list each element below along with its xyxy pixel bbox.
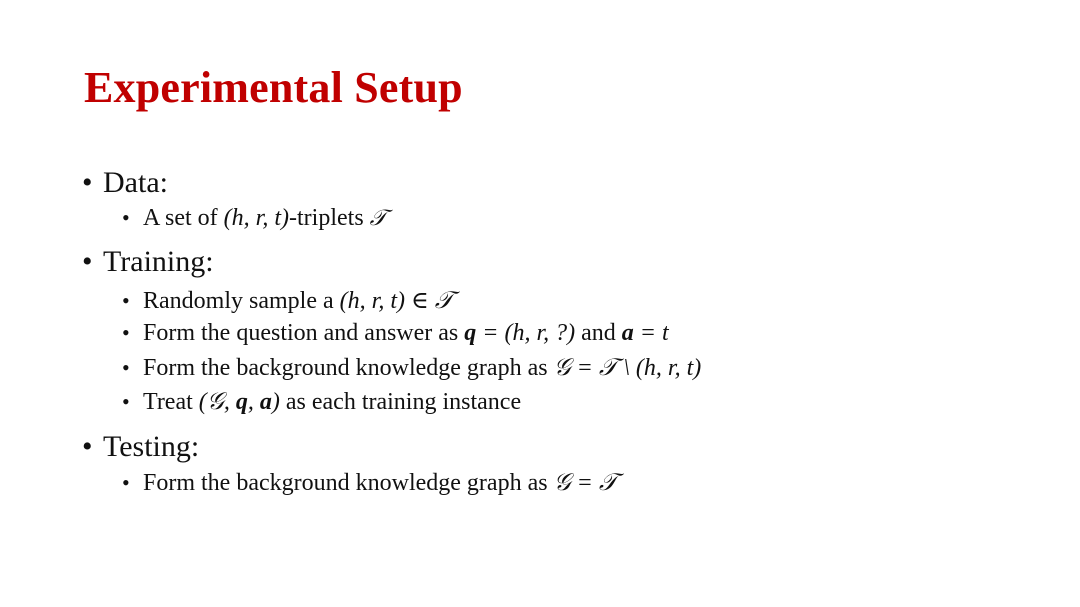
section-heading-label: Testing: [103, 430, 200, 463]
section-heading-label: Data: [103, 166, 168, 199]
section-heading-testing [82, 430, 199, 464]
list-item [122, 320, 669, 347]
math-separator: , [247, 389, 260, 415]
bullet-icon: • [82, 166, 93, 199]
item-text: Form the background knowledge graph as [143, 355, 554, 381]
math-triplet-set: 𝒯 [369, 206, 387, 231]
math-triplet: (h, r, t) [223, 205, 290, 231]
list-item [122, 470, 617, 497]
bullet-icon: • [122, 320, 130, 345]
item-text: A set of [143, 205, 224, 231]
slide-title: Experimental Setup [84, 63, 463, 112]
math-answer-symbol: a [259, 389, 272, 415]
section-heading-data [82, 166, 168, 200]
bullet-icon: • [122, 288, 130, 313]
item-text: and [581, 320, 622, 346]
list-item [122, 205, 387, 232]
bullet-icon: • [122, 205, 130, 230]
math-answer: = t [633, 320, 669, 346]
item-text: -triplets [289, 205, 370, 231]
item-text: Form the background knowledge graph as [143, 470, 554, 496]
bullet-icon: • [122, 470, 130, 495]
bullet-icon: • [122, 355, 130, 380]
list-item [122, 389, 521, 416]
item-text: Randomly sample a [143, 288, 340, 314]
bullet-icon: • [82, 430, 93, 463]
section-heading-training [82, 245, 214, 279]
bullet-icon: • [82, 245, 93, 278]
math-instance-open: (𝒢, [198, 389, 236, 415]
math-sample: (h, r, t) ∈ 𝒯 [339, 288, 454, 314]
math-question-symbol: q [235, 389, 248, 415]
math-instance-close: ) [271, 389, 280, 415]
list-item [122, 286, 453, 315]
item-text: Form the question and answer as [143, 320, 465, 346]
math-question: = (h, r, ?) [476, 320, 582, 346]
item-text: Treat [143, 389, 199, 415]
math-answer-symbol: a [621, 320, 634, 346]
math-graph-def: 𝒢 = 𝒯 \ (h, r, t) [553, 355, 702, 381]
bullet-icon: • [122, 389, 130, 414]
math-question-symbol: q [464, 320, 477, 346]
section-heading-label: Training: [103, 245, 214, 278]
list-item [122, 355, 701, 382]
math-graph-test: 𝒢 = 𝒯 [553, 470, 618, 496]
item-text: as each training instance [279, 389, 522, 415]
